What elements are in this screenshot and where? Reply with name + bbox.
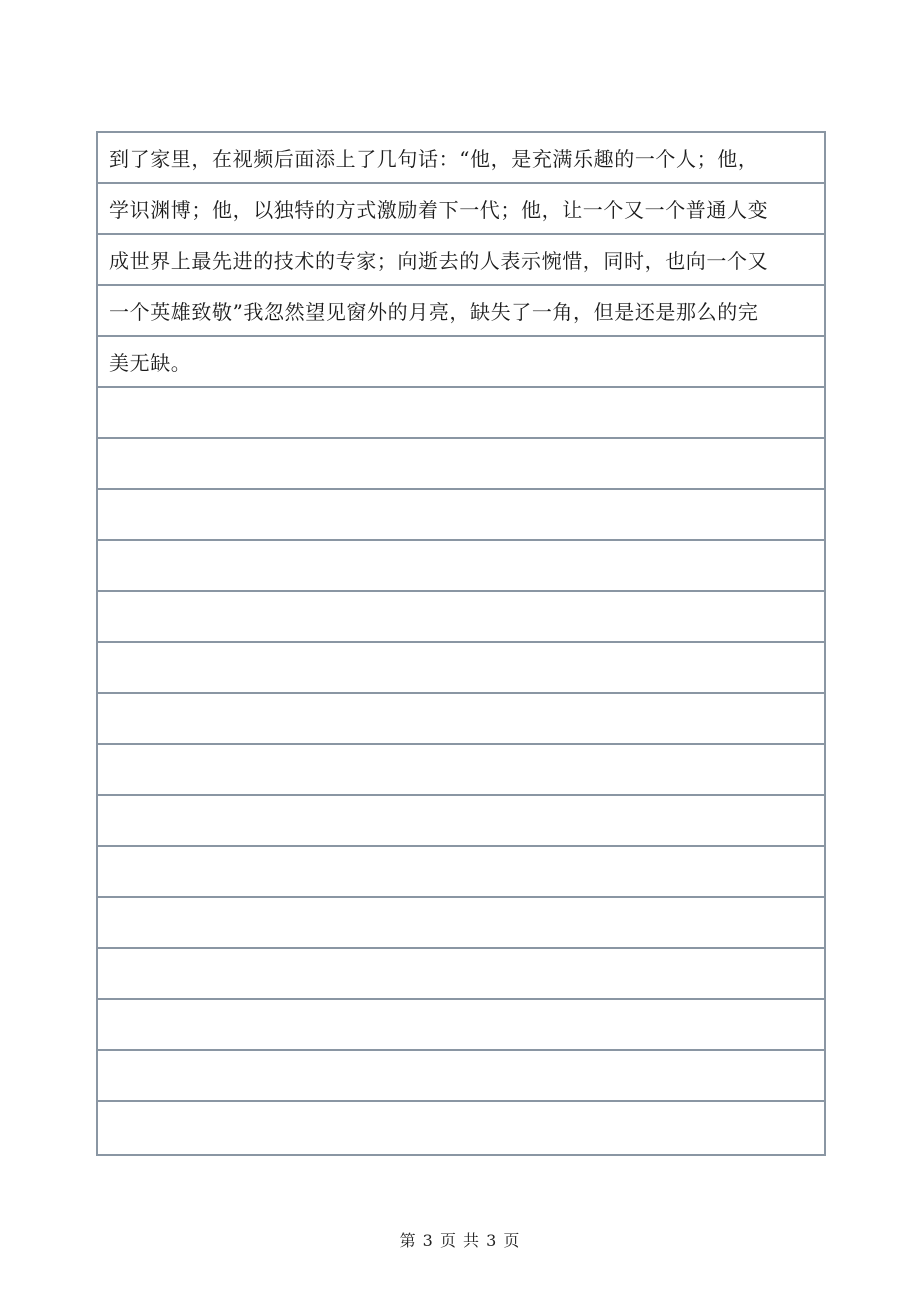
ruled-line (98, 1051, 824, 1102)
ruled-line: 一个英雄致敬”我忽然望见窗外的月亮，缺失了一角，但是还是那么的完 (98, 286, 824, 337)
ruled-line: 成世界上最先进的技术的专家；向逝去的人表示惋惜，同时，也向一个又 (98, 235, 824, 286)
ruled-line (98, 694, 824, 745)
ruled-line (98, 541, 824, 592)
ruled-line (98, 643, 824, 694)
ruled-line (98, 388, 824, 439)
ruled-writing-area (96, 131, 826, 1156)
ruled-line: 美无缺。 (98, 337, 824, 388)
ruled-line (98, 949, 824, 1000)
ruled-line (98, 592, 824, 643)
ruled-line (98, 847, 824, 898)
ruled-line (98, 745, 824, 796)
ruled-line: 学识渊博；他，以独特的方式激励着下一代；他，让一个又一个普通人变 (98, 184, 824, 235)
ruled-line (98, 898, 824, 949)
ruled-line (98, 1000, 824, 1051)
page-number-footer: 第 3 页 共 3 页 (399, 1231, 521, 1250)
ruled-line: 到了家里，在视频后面添上了几句话：“他，是充满乐趣的一个人；他， (98, 133, 824, 184)
ruled-line (98, 1102, 824, 1151)
ruled-line (98, 490, 824, 541)
ruled-line (98, 796, 824, 847)
ruled-line (98, 439, 824, 490)
